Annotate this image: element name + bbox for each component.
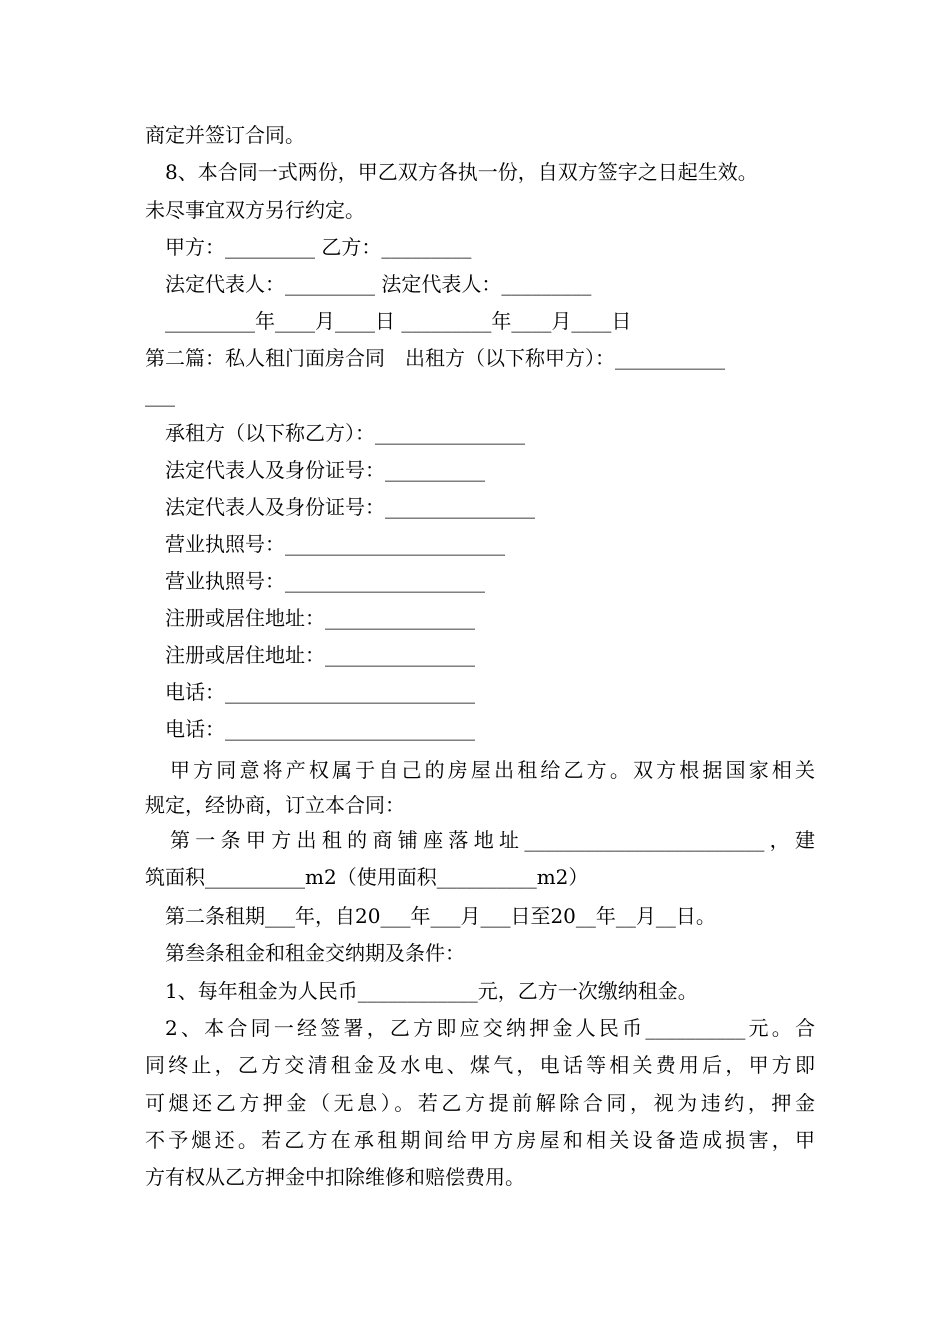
section-heading: 第二篇：私人租门面房合同 出租方（以下称甲方）：___________ <box>145 346 725 370</box>
clause-line: 不予煺还。若乙方在承租期间给甲方房屋和相关设备造成损害，甲 <box>145 1128 815 1152</box>
text-line: 商定并签订合同。 <box>145 123 305 147</box>
field-line: 承租方（以下称乙方）：_______________ <box>165 421 525 445</box>
clause-line: 筑面积__________m2（使用面积__________m2） <box>145 865 589 889</box>
field-line: 注册或居住地址：_______________ <box>165 643 475 667</box>
clause-line: 2、本合同一经签署，乙方即应交纳押金人民币__________元。合 <box>165 1016 815 1040</box>
text-line: ___ <box>145 383 175 407</box>
field-line: 营业执照号：____________________ <box>165 569 485 593</box>
field-line: 营业执照号：______________________ <box>165 532 505 556</box>
clause-line: 可煺还乙方押金（无息）。若乙方提前解除合同，视为违约，押金 <box>145 1091 815 1115</box>
field-line: 法定代表人及身份证号：_______________ <box>165 495 535 519</box>
field-line: 电话：_________________________ <box>165 680 475 704</box>
clause-line: 同终止，乙方交清租金及水电、煤气，电话等相关费用后，甲方即 <box>145 1053 815 1077</box>
clause-line: 第二条租期___年，自20___年___月___日至20__年__月__日。 <box>165 904 716 928</box>
signature-line-date: _________年____月____日 _________年____月____日 <box>165 309 632 333</box>
clause-line: 1、每年租金为人民币____________元，乙方一次缴纳租金。 <box>165 979 698 1003</box>
text-line: 8、本合同一式两份，甲乙双方各执一份，自双方签字之日起生效。 <box>165 160 758 184</box>
signature-line-representative: 法定代表人：_________ 法定代表人：_________ <box>165 272 592 296</box>
signature-line-party: 甲方：_________ 乙方：_________ <box>165 235 472 259</box>
text-line: 未尽事宜双方另行约定。 <box>145 198 365 222</box>
field-line: 法定代表人及身份证号：__________ <box>165 458 485 482</box>
clause-line: 方有权从乙方押金中扣除维修和赔偿费用。 <box>145 1165 525 1189</box>
field-line: 电话：_________________________ <box>165 717 475 741</box>
text-line: 规定，经协商，订立本合同： <box>145 793 405 817</box>
clause-line: 第一条甲方出租的商铺座落地址________________________，建 <box>170 828 815 852</box>
clause-line: 第叁条租金和租金交纳期及条件： <box>165 941 465 965</box>
field-line: 注册或居住地址：_______________ <box>165 606 475 630</box>
text-line: 甲方同意将产权属于自己的房屋出租给乙方。双方根据国家相关 <box>170 758 815 782</box>
